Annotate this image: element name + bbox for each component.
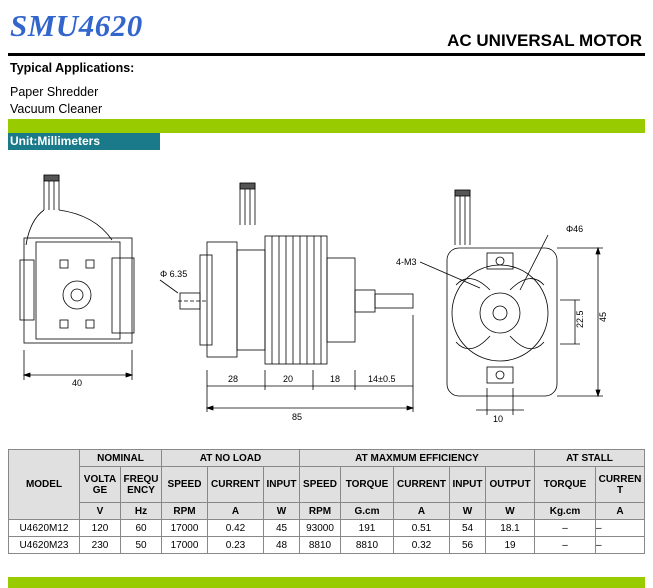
unit-cell: G.cm: [341, 503, 394, 520]
application-item: Paper Shredder: [10, 85, 99, 99]
table-cell: 0.51: [394, 520, 450, 537]
table-cell: 50: [121, 537, 162, 554]
thread-label: 4-M3: [396, 257, 417, 267]
table-cell: 48: [264, 537, 300, 554]
unit-cell: W: [450, 503, 486, 520]
unit-cell: W: [264, 503, 300, 520]
end-view: [20, 175, 134, 388]
table-cell: –: [535, 520, 596, 537]
motor-dimension-drawing: [0, 150, 653, 430]
table-cell: –: [596, 520, 645, 537]
dim-40: 40: [72, 378, 83, 388]
unit-cell: W: [486, 503, 535, 520]
table-cell: 17000: [162, 520, 208, 537]
dim-22-5: 22.5: [575, 310, 585, 328]
column-header: TORQUE: [341, 467, 394, 503]
dim-10: 10: [493, 414, 504, 424]
table-cell: 191: [341, 520, 394, 537]
shaft-diameter-label: Φ 6.35: [160, 269, 188, 279]
table-cell: –: [535, 537, 596, 554]
table-cell: 120: [80, 520, 121, 537]
model-header: MODEL: [9, 450, 80, 520]
table-cell: U4620M23: [9, 537, 80, 554]
column-header: INPUT: [264, 467, 300, 503]
table-cell: 17000: [162, 537, 208, 554]
applications-heading: Typical Applications:: [10, 61, 135, 75]
table-cell: 54: [450, 520, 486, 537]
table-cell: U4620M12: [9, 520, 80, 537]
column-header: FREQU ENCY: [121, 467, 162, 503]
side-view: [160, 183, 413, 422]
table-cell: 19: [486, 537, 535, 554]
unit-cell: A: [208, 503, 264, 520]
table-cell: 45: [264, 520, 300, 537]
product-type: AC UNIVERSAL MOTOR: [447, 31, 642, 50]
table-cell: 230: [80, 537, 121, 554]
model-title: SMU4620: [10, 8, 143, 43]
group-header: AT STALL: [535, 450, 645, 467]
column-header: INPUT: [450, 467, 486, 503]
table-cell: 8810: [341, 537, 394, 554]
unit-cell: A: [596, 503, 645, 520]
table-cell: 0.42: [208, 520, 264, 537]
header-rule: [8, 53, 645, 56]
dim-18: 18: [330, 374, 341, 384]
unit-cell: Hz: [121, 503, 162, 520]
column-header: CURREN T: [596, 467, 645, 503]
dim-28: 28: [228, 374, 239, 384]
group-header: AT MAXMUM EFFICIENCY: [300, 450, 535, 467]
column-header: CURRENT: [394, 467, 450, 503]
table-cell: 0.23: [208, 537, 264, 554]
dim-20: 20: [283, 374, 294, 384]
dim-45: 45: [598, 311, 608, 322]
section-divider: [8, 119, 645, 133]
table-cell: 93000: [300, 520, 341, 537]
column-header: VOLTA GE: [80, 467, 121, 503]
table-cell: 60: [121, 520, 162, 537]
group-header: NOMINAL: [80, 450, 162, 467]
unit-cell: RPM: [300, 503, 341, 520]
dim-14: 14±0.5: [368, 374, 396, 384]
unit-cell: Kg.cm: [535, 503, 596, 520]
column-header: SPEED: [300, 467, 341, 503]
column-header: SPEED: [162, 467, 208, 503]
unit-cell: A: [394, 503, 450, 520]
application-item: Vacuum Cleaner: [10, 102, 103, 116]
table-cell: 8810: [300, 537, 341, 554]
column-header: TORQUE: [535, 467, 596, 503]
table-cell: –: [596, 537, 645, 554]
specification-table: [8, 449, 645, 554]
table-cell: 18.1: [486, 520, 535, 537]
column-header: CURRENT: [208, 467, 264, 503]
unit-cell: V: [80, 503, 121, 520]
column-header: OUTPUT: [486, 467, 535, 503]
diameter-46-label: Φ46: [566, 224, 584, 234]
table-cell: 0.32: [394, 537, 450, 554]
table-cell: 56: [450, 537, 486, 554]
unit-cell: RPM: [162, 503, 208, 520]
table-row: [9, 520, 645, 537]
dim-85: 85: [292, 412, 303, 422]
group-header: AT NO LOAD: [162, 450, 300, 467]
unit-label: Unit:Millimeters: [8, 133, 160, 150]
footer-divider: [8, 577, 645, 588]
front-view: [396, 190, 608, 424]
table-row: [9, 537, 645, 554]
